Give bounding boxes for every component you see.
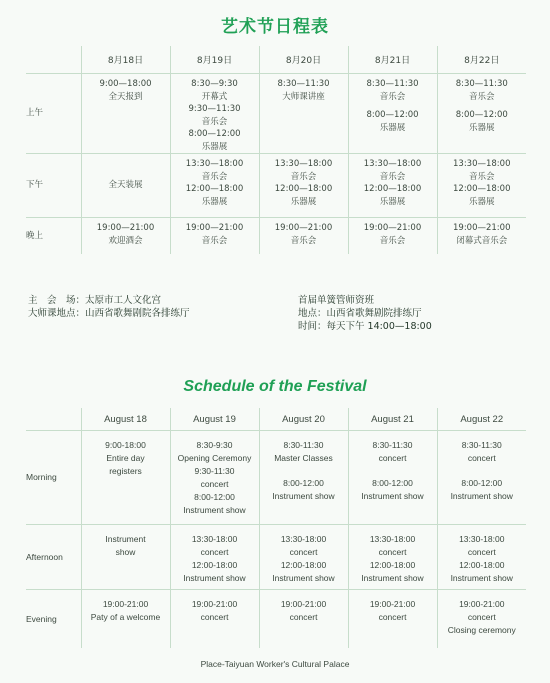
cell-line: Paty of a welcome (90, 612, 161, 622)
date-header: August 21 (348, 408, 437, 431)
cell-line: Instrument show (183, 573, 246, 583)
schedule-cell (81, 431, 170, 525)
cell-line: 欢迎酒会 (108, 235, 143, 246)
period-label: Afternoon (26, 525, 81, 590)
cell-line: 19:00—21:00 (96, 223, 155, 233)
cell-line: 9:30-11:30 (194, 466, 235, 476)
en-row-evening (26, 590, 526, 649)
cell-line: 8:30—9:30 (191, 79, 238, 89)
corner-cell (26, 46, 81, 74)
cell-line: 乐器展 (379, 122, 406, 133)
cell-line: 13:30-18:00 (191, 534, 238, 544)
cell-line: concert (378, 453, 407, 463)
schedule-cell (170, 431, 259, 525)
schedule-cell (348, 218, 437, 255)
cell-line: 音乐会 (379, 171, 406, 182)
cell-line: Opening Ceremony (177, 453, 252, 463)
schedule-cell (348, 590, 437, 649)
cell-line: 13:30-18:00 (369, 534, 416, 544)
schedule-cell (259, 154, 348, 218)
period-label: Evening (26, 613, 57, 624)
date-header: 8月22日 (437, 46, 526, 74)
cell-line: 8:30-11:30 (461, 440, 502, 450)
info-line: 首届单簧管师资班 (298, 295, 375, 306)
cell-line: 乐器展 (379, 196, 406, 207)
info-line: 地点：山西省歌舞剧院排练厅 (298, 308, 422, 319)
date-header: August 18 (81, 408, 170, 431)
schedule-cell (81, 154, 170, 218)
venue-info (28, 294, 190, 320)
schedule-cell (348, 431, 437, 525)
cell-line: 音乐会 (290, 235, 317, 246)
en-header-row (26, 408, 526, 431)
cell-line: concert (289, 547, 318, 557)
cell-line: 全天报到 (108, 91, 143, 102)
cell-line: 8:00-12:00 (372, 478, 413, 488)
date-header: August 19 (170, 408, 259, 431)
period-label: Morning (26, 431, 81, 525)
cell-line: 音乐会 (468, 171, 495, 182)
cell-line: 19:00—21:00 (185, 223, 244, 233)
cell-line: registers (109, 466, 142, 476)
schedule-cell (170, 218, 259, 255)
schedule-cell (348, 74, 437, 154)
cell-line: Instrument show (450, 491, 513, 501)
cell-line: 音乐会 (290, 171, 317, 182)
cell-line: 8:00—12:00 (188, 129, 241, 139)
venue-footer: Place-Taiyuan Worker's Cultural Palace (200, 659, 350, 669)
cell-line: 9:00-18:00 (105, 440, 146, 450)
schedule-cell (259, 590, 348, 649)
schedule-cell (81, 218, 170, 255)
date-header: 8月19日 (170, 46, 259, 74)
cn-title: 艺术节日程表 (221, 17, 329, 37)
cell-line: 12:00—18:00 (363, 184, 422, 194)
en-row-afternoon (26, 525, 526, 590)
cell-line: 乐器展 (201, 141, 228, 152)
cell-line: 全天装展 (108, 180, 143, 191)
cell-line: 8:00-12:00 (194, 492, 235, 502)
cell-line: Instrument show (183, 505, 246, 515)
cell-line: 19:00-21:00 (280, 599, 327, 609)
schedule-cell (437, 154, 526, 218)
schedule-cell (348, 154, 437, 218)
cell-line: Instrument show (361, 573, 424, 583)
cell-line: 音乐会 (201, 116, 228, 127)
cn-row-morning (26, 74, 526, 154)
cell-line: 19:00—21:00 (274, 223, 333, 233)
corner-cell (26, 408, 81, 431)
en-schedule-table (26, 408, 526, 648)
schedule-cell (437, 431, 526, 525)
schedule-cell (170, 74, 259, 154)
schedule-cell (437, 590, 526, 649)
cell-line: 13:30—18:00 (453, 159, 511, 169)
schedule-cell (170, 154, 259, 218)
info-line: 主 会 场：太原市工人文化宫 (28, 295, 162, 306)
cell-line: concert (378, 612, 407, 622)
cell-line: concert (467, 453, 496, 463)
cell-line: 12:00—18:00 (274, 184, 333, 194)
schedule-cell (348, 525, 437, 590)
schedule-cell (170, 525, 259, 590)
cell-line: 音乐会 (468, 91, 495, 102)
cell-line: 12:00-18:00 (459, 560, 505, 570)
cell-line: 13:30—18:00 (363, 159, 422, 169)
cell-line: Instrument show (450, 573, 513, 583)
clarinet-class-info (298, 294, 432, 333)
cell-line: 8:00-12:00 (283, 478, 324, 488)
cell-line: 乐器展 (468, 122, 495, 133)
schedule-cell (81, 590, 170, 649)
cell-line: 音乐会 (379, 91, 406, 102)
cell-line: 12:00-18:00 (191, 560, 238, 570)
cell-line: 8:30—11:30 (366, 79, 419, 89)
cell-line: 13:30—18:00 (274, 159, 333, 169)
cell-line: concert (289, 612, 318, 622)
schedule-cell (81, 74, 170, 154)
cell-line: 19:00—21:00 (453, 223, 511, 233)
cell-line: 19:00—21:00 (363, 223, 422, 233)
schedule-cell (437, 218, 526, 255)
date-header: August 22 (437, 408, 526, 431)
cell-line: 8:30—11:30 (277, 79, 330, 89)
cell-line: 乐器展 (468, 196, 495, 207)
cell-line: 大师课讲座 (282, 91, 325, 102)
cn-row-afternoon (26, 154, 526, 218)
cell-line: Instrument show (272, 491, 335, 501)
cell-line: Closing ceremony (447, 625, 516, 635)
info-line: 时间：每天下午 14:00—18:00 (298, 321, 432, 332)
date-header: 8月21日 (348, 46, 437, 74)
cell-line: 19:00-21:00 (102, 599, 149, 609)
cell-line: 19:00-21:00 (191, 599, 238, 609)
cn-schedule-table (26, 46, 526, 254)
en-row-morning (26, 431, 526, 525)
period-label: 上午 (26, 74, 81, 154)
info-line: 大师课地点：山西省歌舞剧院各排练厅 (28, 308, 190, 319)
cell-line: 闭幕式音乐会 (456, 235, 508, 246)
cell-line: 乐器展 (290, 196, 317, 207)
cell-line: Instrument show (272, 573, 335, 583)
cell-line: 音乐会 (201, 235, 228, 246)
date-header: August 20 (259, 408, 348, 431)
cell-line: 8:00-12:00 (461, 478, 503, 488)
cell-line: 13:30-18:00 (280, 534, 327, 544)
cell-line: Entire day (106, 453, 145, 463)
cell-line: 9:00—18:00 (99, 79, 152, 89)
cell-line: Instrument show (361, 491, 424, 501)
cell-line: concert (467, 612, 496, 622)
cell-line: 8:30-11:30 (372, 440, 413, 450)
schedule-cell (437, 74, 526, 154)
period-label: 晚上 (26, 230, 44, 241)
cell-line: 19:00-21:00 (369, 599, 416, 609)
cell-line: Instrument (105, 534, 146, 544)
cell-line: 12:00—18:00 (185, 184, 244, 194)
cell-line: concert (467, 547, 496, 557)
cell-line: concert (378, 547, 407, 557)
schedule-cell (170, 590, 259, 649)
cell-line: 12:00—18:00 (453, 184, 511, 194)
schedule-cell (81, 525, 170, 590)
period-label: 下午 (26, 154, 81, 218)
date-header: 8月18日 (81, 46, 170, 74)
cell-line: 13:30—18:00 (185, 159, 244, 169)
cell-line: 乐器展 (201, 196, 228, 207)
cell-line: 9:30—11:30 (188, 104, 241, 114)
cell-line: 8:30-11:30 (283, 440, 324, 450)
cell-line: 12:00-18:00 (280, 560, 327, 570)
cell-line: 开幕式 (201, 91, 228, 102)
schedule-cell (437, 525, 526, 590)
cell-line: 音乐会 (201, 171, 228, 182)
cell-line: concert (200, 547, 229, 557)
cell-line: show (115, 547, 136, 557)
cell-line: 13:30-18:00 (459, 534, 505, 544)
cn-header-row (26, 46, 526, 74)
en-title: Schedule of the Festival (183, 378, 367, 395)
cell-line: 8:00—12:00 (455, 110, 508, 120)
date-header: 8月20日 (259, 46, 348, 74)
schedule-cell (259, 218, 348, 255)
schedule-cell (259, 431, 348, 525)
cell-line: 8:00—12:00 (366, 110, 419, 120)
cell-line: concert (200, 479, 229, 489)
cell-line: Master Classes (274, 453, 333, 463)
schedule-cell (259, 525, 348, 590)
schedule-cell (259, 74, 348, 154)
cell-line: 8:30-9:30 (196, 440, 233, 450)
cell-line: concert (200, 612, 229, 622)
cell-line: 12:00-18:00 (369, 560, 416, 570)
cell-line: 8:30—11:30 (455, 79, 508, 89)
cell-line: 19:00-21:00 (459, 599, 505, 609)
cell-line: 音乐会 (379, 235, 406, 246)
cn-row-evening (26, 218, 526, 255)
